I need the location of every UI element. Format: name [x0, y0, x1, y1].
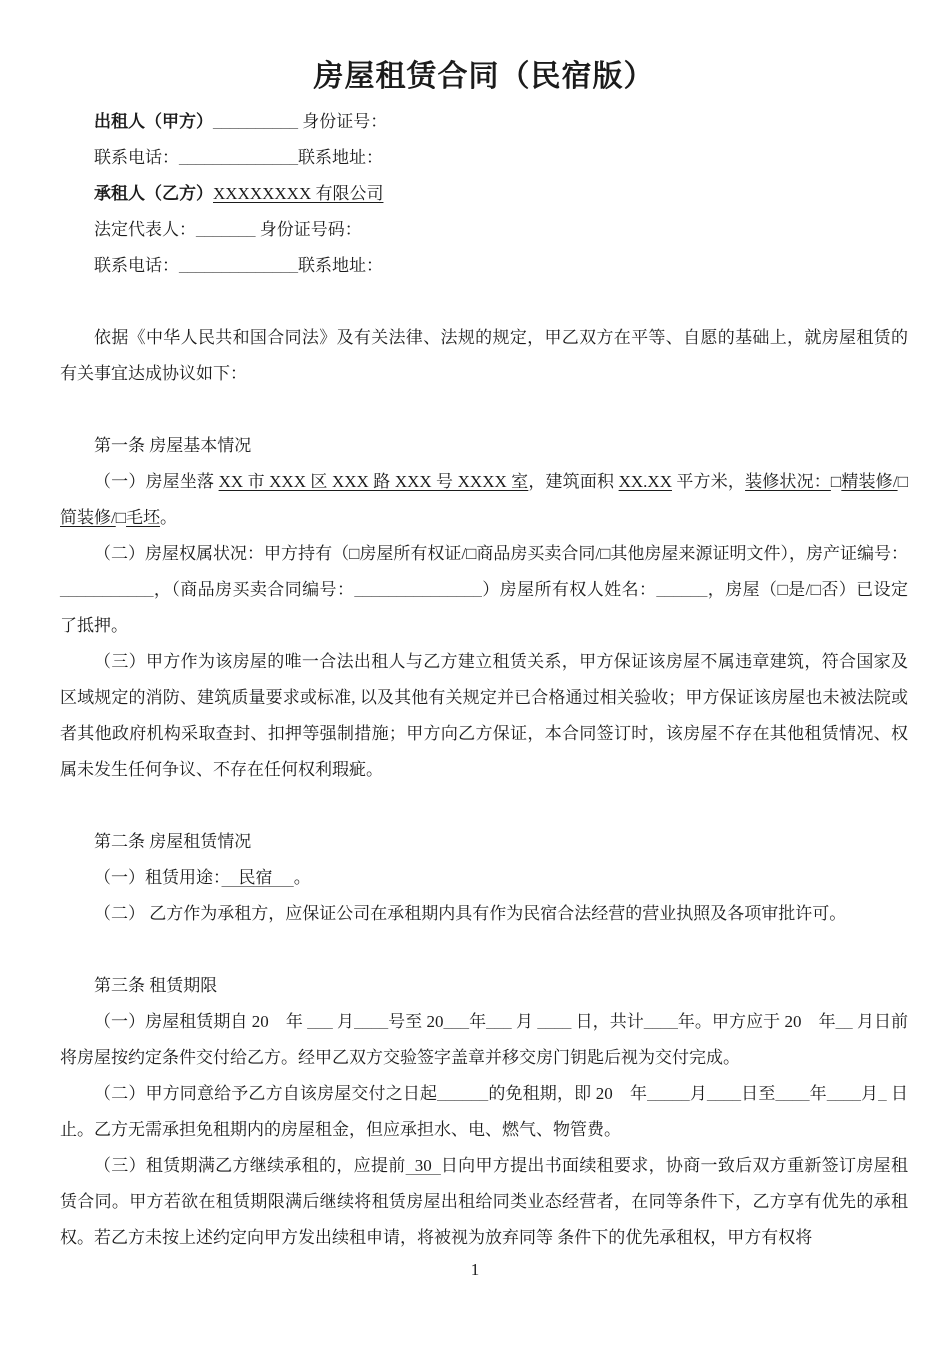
text-run: 月: [689, 1084, 707, 1103]
blank-line: [60, 932, 908, 968]
document-title: 房屋租赁合同（民宿版）: [313, 60, 655, 93]
text-run: 年: [809, 1084, 827, 1103]
text-run: 月日前将房屋按约定条件交付给乙方。经甲乙双方交验签字盖章并移交房门钥匙后视为交付完成。: [60, 1012, 909, 1067]
filled-blank-field: 30: [405, 1156, 441, 1175]
blank-field: ___: [443, 1012, 470, 1031]
header-line: [60, 248, 908, 284]
text-run: ，建筑面积: [528, 472, 619, 491]
text-run: 。: [293, 868, 311, 887]
text-run: （三）甲方作为该房屋的唯一合法出租人与乙方建立租赁关系，甲方保证该房屋不属违章建筑，符合国家及区域规定的消防、建筑质量要求或标准, 以及其他有关规定并已合格通过相关验收；甲方保证该房屋也未被法院或者其他政府机构采取查封、扣押等强制措施；甲方向乙方保证，本合同签订时，该房屋不存在其他租赁情况、权属未发生任何争议、不存在任何权利瑕疵。: [60, 652, 908, 779]
blank-line: [60, 788, 908, 824]
text-run: 身份证号：: [298, 112, 388, 131]
paragraph: [60, 1076, 908, 1148]
blank-field: ____: [537, 1012, 572, 1031]
paragraph: [60, 464, 908, 536]
text-run: （一）租赁用途：: [94, 868, 222, 887]
blank-line: [60, 392, 908, 428]
text-run: ，（商品房买卖合同编号：: [153, 580, 355, 599]
header-line: [60, 176, 908, 212]
text-run: ）房屋所有权人姓名：: [481, 580, 657, 599]
text-run: 月: [332, 1012, 355, 1031]
paragraph: [60, 320, 908, 392]
parties-header: [60, 104, 908, 284]
text-run: 年。甲方应于 20 年: [677, 1012, 836, 1031]
text-run: 联系地址：: [298, 256, 383, 275]
text-run: 联系电话：: [94, 148, 179, 167]
text-run: 。: [160, 508, 178, 527]
paragraph: [60, 644, 908, 788]
blank-field: ____: [775, 1084, 810, 1103]
blank-field: ______________: [179, 256, 298, 275]
checkbox-glyph: □: [830, 472, 842, 491]
text-run: 出租人（甲方）: [94, 112, 213, 131]
paragraph: [60, 1004, 908, 1076]
text-run: 年: [469, 1012, 487, 1031]
blank-field: ____: [354, 1012, 389, 1031]
text-run: 联系地址：: [298, 148, 383, 167]
paragraph: [60, 896, 908, 932]
page-number: 1: [470, 1260, 480, 1279]
header-line: [60, 212, 908, 248]
text-run: 月: [860, 1084, 879, 1103]
blank-field: ______: [437, 1084, 489, 1103]
header-line: [60, 140, 908, 176]
filled-blank-field: 民宿: [221, 868, 294, 887]
text-run: 日至: [741, 1084, 776, 1103]
blank-field: ____: [826, 1084, 861, 1103]
paragraph: [60, 536, 908, 644]
blank-field: ___: [486, 1012, 512, 1031]
text-run: （二） 乙方作为承租方，应保证公司在承租期内具有作为民宿合法经营的营业执照及各项审批许可。: [94, 904, 847, 923]
text-run: 毛坯: [126, 508, 161, 527]
blank-field: ____: [707, 1084, 741, 1103]
text-run: 日，共计: [571, 1012, 644, 1031]
blank-field: ______________: [179, 148, 298, 167]
blank-field: _______________: [354, 580, 482, 599]
text-run: 月: [511, 1012, 538, 1031]
text-run: XX 市 XXX 区 XXX 路 XXX 号 XXXX 室: [218, 472, 529, 491]
blank-line: [60, 284, 908, 320]
text-run: 第一条 房屋基本情况: [94, 436, 252, 455]
text-run: （一）房屋租赁期自 20 年: [94, 1012, 308, 1031]
text-run: 平方米，: [671, 472, 746, 491]
text-run: 法定代表人：: [94, 220, 196, 239]
text-run: 装修状况：: [745, 472, 831, 491]
checkbox-glyph: □: [897, 472, 909, 491]
text-run: 日向甲方提出书面续租要求，协商一致后双方重新签订房屋租赁合同。甲方若欲在租赁期限满后继续将租赁房屋出租给同类业态经营者，在同等条件下，乙方享有优先的承租权。若乙方未按上述约定向甲方发出续租申请，将被视为放弃同等 条件下的优先承租权，甲方有权将: [60, 1156, 908, 1247]
text-run: XXXXXXXX 有限公司: [213, 184, 384, 203]
blank-field: _: [878, 1084, 887, 1103]
text-run: （二）甲方同意给予乙方自该房屋交付之日起: [94, 1084, 438, 1103]
blank-field: __: [835, 1012, 853, 1031]
text-run: 第三条 租赁期限: [94, 976, 218, 995]
text-run: 第二条 房屋租赁情况: [94, 832, 252, 851]
text-run: 精装修/: [841, 472, 898, 491]
blank-field: __________: [213, 112, 298, 131]
blank-field: _______: [196, 220, 256, 239]
text-run: ，房屋（□是/□否）已设定了抵押。: [60, 580, 909, 635]
blank-field: ______: [656, 580, 708, 599]
blank-field: _____: [647, 1084, 690, 1103]
text-run: （一）房屋坐落: [94, 472, 219, 491]
section-heading: [60, 428, 908, 464]
text-run: 简装修/: [60, 508, 116, 527]
text-run: 日止。乙方无需承担免租期内的房屋租金，但应承担水、电、燃气、物管费。: [60, 1084, 909, 1139]
blank-field: ___: [307, 1012, 333, 1031]
blank-field: ____: [643, 1012, 678, 1031]
section-heading: [60, 968, 908, 1004]
text-run: 联系电话：: [94, 256, 179, 275]
text-run: 身份证号码：: [255, 220, 362, 239]
header-line: [60, 104, 908, 140]
checkbox-glyph: □: [115, 508, 127, 527]
text-run: 号至 20: [388, 1012, 444, 1031]
document-body: [60, 284, 908, 1256]
paragraph: [60, 860, 908, 896]
blank-field: ___________: [60, 580, 154, 599]
text-run: 承租人（乙方）: [94, 184, 213, 203]
text-run: 的免租期，即 20 年: [488, 1084, 648, 1103]
text-run: （二）房屋权属状况：甲方持有（□房屋所有权证/□商品房买卖合同/□其他房屋来源证明文件），房产证编号：: [94, 544, 908, 563]
paragraph: [60, 1148, 908, 1256]
section-heading: [60, 824, 908, 860]
text-run: （三）租赁期满乙方继续承租的，应提前: [94, 1156, 406, 1175]
text-run: 依据《中华人民共和国合同法》及有关法律、法规的规定，甲乙双方在平等、自愿的基础上，就房屋租赁的有关事宜达成协议如下：: [60, 328, 908, 383]
text-run: XX.XX: [618, 472, 672, 491]
